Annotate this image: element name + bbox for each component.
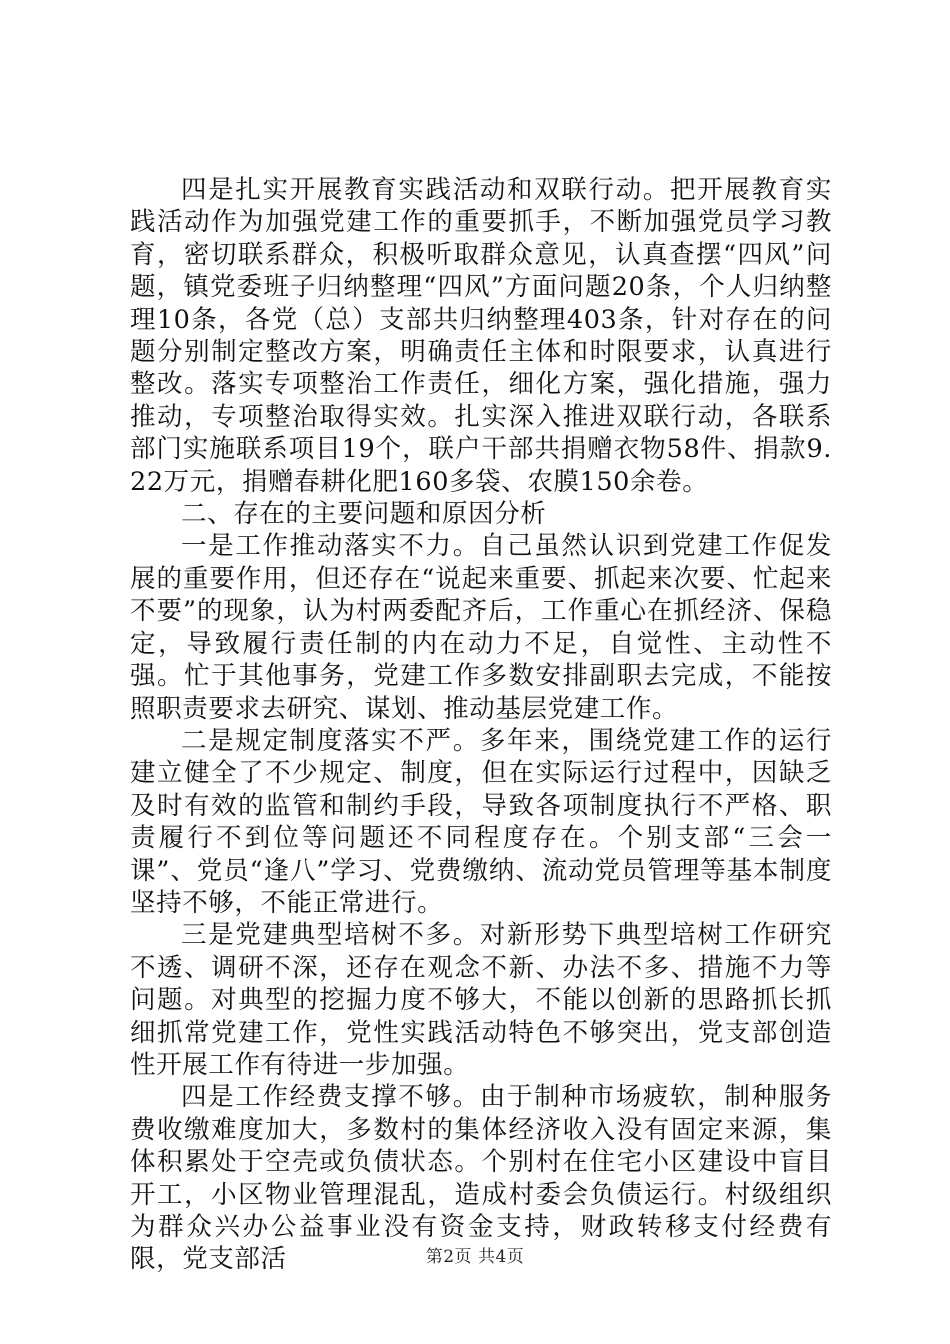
paragraph-problem-3: 三是党建典型培树不多。对新形势下典型培树工作研究不透、调研不深，还存在观念不新、办法不多、措施不力等问题。对典型的挖掘力度不够大，不能以创新的思路抓长抓细抓常党建工作，党性实践活动特色不够突出，党支部创造性开展工作有待进一步加强。 (130, 920, 832, 1080)
page-number-footer: 第2页 共4页 (425, 1247, 525, 1267)
paragraph-problem-2: 二是规定制度落实不严。多年来，围绕党建工作的运行建立健全了不少规定、制度，但在实际运行过程中，因缺乏及时有效的监管和制约手段，导致各项制度执行不严格、职责履行不到位等问题还不同程度存在。个别支部“三会一课”、党员“逢八”学习、党费缴纳、流动党员管理等基本制度坚持不够，不能正常进行。 (130, 725, 832, 918)
paragraph-double-link-action: 四是扎实开展教育实践活动和双联行动。把开展教育实践活动作为加强党建工作的重要抓手，不断加强党员学习教育，密切联系群众，积极听取群众意见，认真查摆“四风”问题，镇党委班子归纳整理“四风”方面问题20条，个人归纳整理10条，各党（总）支部共归纳整理403条，针对存在的问题分别制定整改方案，明确责任主体和时限要求，认真进行整改。落实专项整治工作责任，细化方案，强化措施，强力推动，专项整治取得实效。扎实深入推进双联行动，各联系部门实施联系项目19个，联户干部共捐赠衣物58件、捐款9.22万元，捐赠春耕化肥160多袋、农膜150余卷。 (130, 175, 832, 497)
document-body (130, 174, 832, 1276)
paragraph-problem-1: 一是工作推动落实不力。自己虽然认识到党建工作促发展的重要作用，但还存在“说起来重要、抓起来次要、忙起来不要”的现象，认为村两委配齐后，工作重心在抓经济、保稳定，导致履行责任制的内在动力不足，自觉性、主动性不强。忙于其他事务，党建工作多数安排副职去完成，不能按照职责要求去研究、谋划、推动基层党建工作。 (130, 531, 832, 724)
section-heading-problems: 二、存在的主要问题和原因分析 (181, 499, 547, 530)
paragraph-problem-4: 四是工作经费支撑不够。由于制种市场疲软，制种服务费收缴难度加大，多数村的集体经济收入没有固定来源，集体积累处于空壳或负债状态。个别村在住宅小区建设中盲目开工，小区物业管理混乱，造成村委会负债运行。村级组织为群众兴办公益事业没有资金支持，财政转移支付经费有限，党支部活 (130, 1082, 832, 1275)
